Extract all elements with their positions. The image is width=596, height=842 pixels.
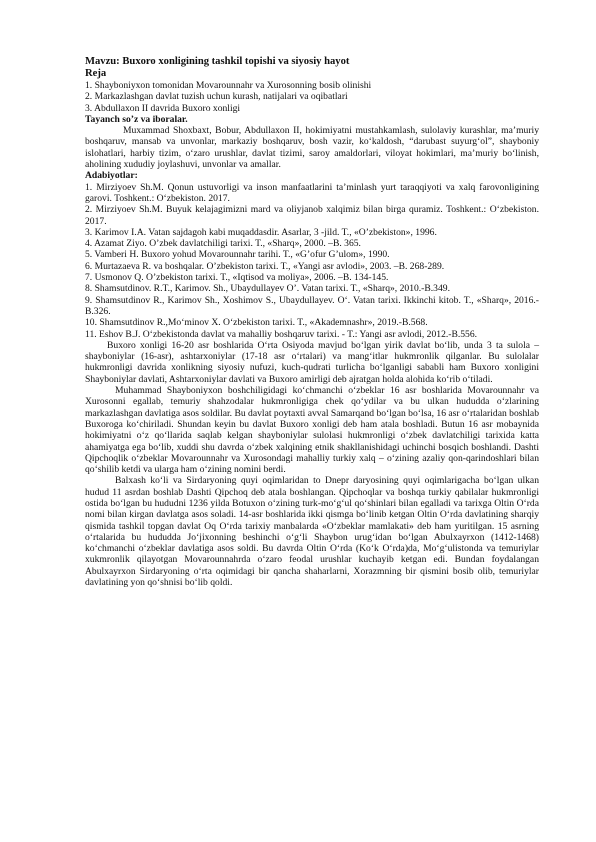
body-paragraph: Balxash ko‘li va Sirdaryoning quyi oqimlaridan to Dnepr daryosining quyi oqimlarigacha bo‘lgan ulkan hudud 11 asrdan boshlab Dashti Qipchoq deb atala boshlangan. Qipchoqlar va boshqa turkiy qabilalar hukmronligi ostida bo‘lgan bu hududni 1236 yilda Botuxon o‘zining turk-mo‘g‘ul qo‘shinlari bilan egalladi va tarixga Oltin O‘rda nomi bilan kirgan davlatga asos soladi. 14-asr boshlarida ikki qismga bo‘linib ketgan Oltin O‘rda davlatining sharqiy qismida tashkil topgan davlat Oq O‘rda tarixiy manbalarda «O‘zbeklar mamlakati» deb ham yuritilgan. 15 asrning o‘rtalarida bu hududda Jo‘jixonning beshinchi o‘g‘li Shaybon urug‘idan bo‘lgan Abulxayrxon (1412-1468) ko‘chmanchi o‘zbeklar davlatiga asos soldi. Bu davrda Oltin O‘rda (Ko‘k O‘rda)da, Mo‘g‘ulistonda va temuriylar xukmronlik qilayotgan Movarounnahrda o‘zaro feodal urushlar kuchayib ketgan edi. Bundan foydalangan Abulxayrxon Sirdaryoning o‘rta oqimidagi bir qancha shaharlarni, Xorazmning bir qismini bosib olib, temuriylar davlatining yon qo‘shnisi bo‘lib qoldi. bbox=[85, 475, 539, 589]
literature-heading: Adabiyotlar: bbox=[85, 170, 138, 182]
plan-heading: Reja bbox=[85, 68, 107, 79]
literature-item: 1. Mirziyoev Sh.M. Qonun ustuvorligi va inson manfaatlarini ta’minlash yurt taraqqiyoti va xalq farovonligining garovi. Toshkent.: O‘zbekiston. 2017. bbox=[85, 181, 539, 204]
literature-item: 4. Azamat Ziyo. O’zbek davlatchiligi tarixi. T., «Sharq», 2000. –B. 365. bbox=[85, 238, 361, 250]
plan-item: 3. Abdullaxon II davrida Buxoro xonligi bbox=[85, 102, 241, 114]
plan-item: 1. Shayboniyxon tomonidan Movarounnahr va Xurosonning bosib olinishi bbox=[85, 80, 372, 91]
key-terms-text: Muxammad Shoxbaxt, Bobur, Abdullaxon II, hokimiyatni mustahkamlash, sulolaviy kurashlar, ma’muriy boshqaruv, mansab va unvonlar, markaziy boshqaruv, bosh vazir, ko‘kaldosh, “darubast suyurg‘ol”, shayboniy islohatlari, harbiy tizim, o‘zaro urushlar, davlat tizimi, saroy amaldorlari, viloyat hokimlari, ma’muriy bo‘linish, aholining xududiy joylashuvi, unvonlar va amallar. bbox=[85, 125, 539, 171]
literature-item: 6. Murtazaeva R. va boshqalar. O’zbekiston tarixi. T., «Yangi asr avlodi», 2003. –B. 268-289. bbox=[85, 260, 445, 272]
literature-item: 3. Karimov I.A. Vatan sajdagoh kabi muqaddasdir. Asarlar, 3 -jild. T., «O’zbekiston», 1996. bbox=[85, 226, 437, 238]
body-paragraph: Buxoro xonligi 16-20 asr boshlarida O‘rta Osiyoda mavjud bo‘lgan yirik davlat bo‘lib, unda 3 ta sulola – shayboniylar (16-asr), ashtarxoniylar (17-18 asr o‘rtalari) va mang‘itlar hukmronlik qilganlar. Bu sulolalar hukmronligi davrida xonlikning siyosiy nufuzi, kuch-qudrati turlicha bo‘lganligi sababli ham Buxoro xonligini Shayboniylar davlati, Ashtarxoniylar davlati va Buxoro amirligi deb ajratgan holda alohida ko‘rib o‘tiladi. bbox=[85, 339, 539, 385]
literature-item: 9. Shamsutdinov R., Karimov Sh., Xoshimov S., Ubaydullayev. O‘. Vatan tarixi. Ikkinchi kitob. T., «Sharq», 2016.-B.326. bbox=[85, 294, 539, 317]
literature-item: 5. Vamberi H. Buxoro yohud Movarounnahr tarihi. T., «G’ofur G’ulom», 1990. bbox=[85, 249, 390, 261]
body-paragraph: Muhammad Shayboniyxon boshchiligidagi ko‘chmanchi o‘zbeklar 16 asr boshlarida Movarounnahr va Xurosonni egallab, temuriy shahzodalar hukmronligiga chek qo‘ydilar va bu ulkan hududda o‘zlarining markazlashgan davlatiga asos soldilar. Bu davlat poytaxti avval Samarqand bo‘lgan bo‘lsa, 16 asr o‘rtalaridan boshlab Buxoroga ko‘chiriladi. Shundan keyin bu davlat Buxoro xonligi deb ham atala boshladi. Butun 16 asr mobaynida hokimiyatni o‘z qo‘llarida saqlab kelgan shayboniylar sulolasi hukmronligi o‘zbek davlatchiligi tarixida katta ahamiyatga ega bo‘lib, xuddi shu davrda o‘zbek xalqining etnik shakllanishidagi uchinchi bosqich boshlandi. Dashti Qipchoqlik o‘zbeklar Movarounnahr va Xurosondagi mahalliy turkiy xalq – o‘zining azaliy qon-qarindoshlari bilan qo‘shilib ketdi va ularga ham o‘zining nomini berdi. bbox=[85, 385, 539, 476]
literature-item: 11. Eshov B.J. O‘zbekistonda davlat va mahalliy boshqaruv tarixi. - T.: Yangi asr avlodi, 2012.-B.556. bbox=[85, 328, 478, 340]
plan-item: 2. Markazlashgan davlat tuzish uchun kurash, natijalari va oqibatlari bbox=[85, 91, 348, 103]
key-terms-heading: Tayanch so’z va iboralar. bbox=[85, 113, 188, 125]
literature-item: 2. Mirziyoev Sh.M. Buyuk kelajagimizni mard va oliyjanob xalqimiz bilan birga quramiz. Toshkent.: O‘zbekiston. 2017. bbox=[85, 204, 539, 227]
literature-item: 10. Shamsutdinov R.,Mo‘minov X. O‘zbekiston tarixi. T., «Akademnashr», 2019.-B.568. bbox=[85, 317, 428, 329]
literature-item: 7. Usmonov Q. O’zbekiston tarixi. T., «Iqtisod va moliya», 2006. –B. 134-145. bbox=[85, 272, 389, 284]
document-title: Mavzu: Buxoro xonligining tashkil topishi va siyosiy hayot bbox=[85, 56, 350, 67]
literature-item: 8. Shamsutdinov. R.T., Karimov. Sh., Ubaydullayev O’. Vatan tarixi. T., «Sharq», 2010.-B.349. bbox=[85, 283, 450, 295]
